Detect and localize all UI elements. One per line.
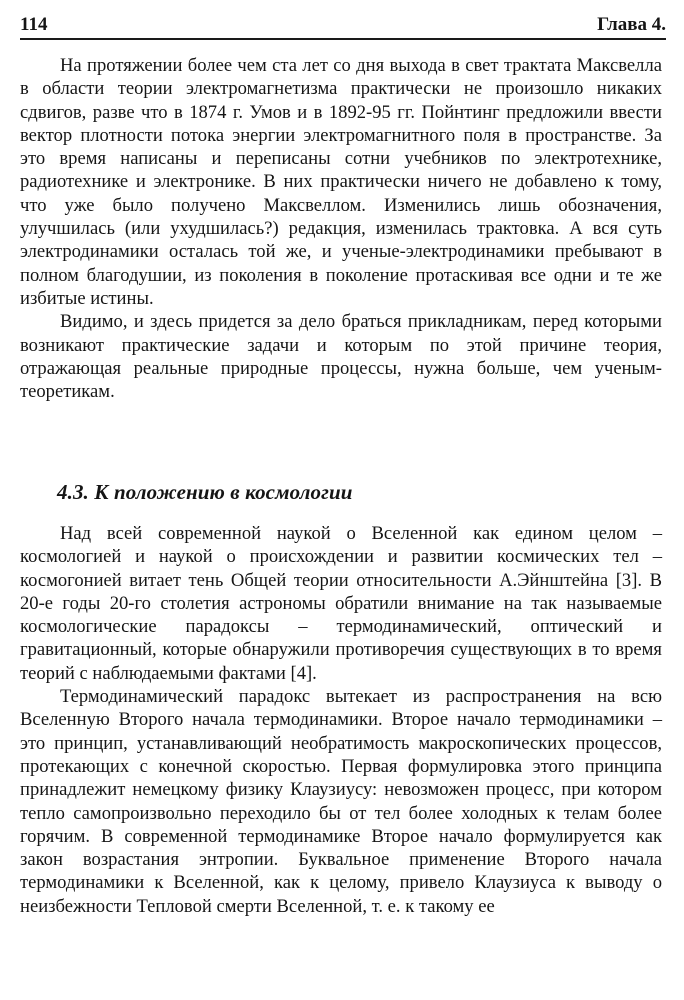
page-number: 114 (20, 14, 48, 35)
section-heading: 4.3. К положению в космологии (57, 480, 353, 504)
paragraph: Над всей современной наукой о Вселенной как едином целом – космологией и наукой о происхождении и развитии космических тел – космогонией витает тень Общей теории относительности А.Эйнштейна [3]. В 20-е годы 20-го столетия астрономы обратили внимание на так называемые космологические парадоксы – термодинамический, оптический и гравитационный, которые обнаружили противоречия существующих в то время теорий с наблюдаемыми фактами [4]. (20, 523, 662, 684)
header-rule (20, 38, 666, 40)
text-block-before-section (20, 54, 662, 403)
running-header (20, 6, 666, 36)
paragraph: На протяжении более чем ста лет со дня выхода в свет трактата Максвелла в области теории электромагнетизма практически не произошло никаких сдвигов, разве что в 1874 г. Умов и в 1892-95 гг. Пойнтинг предложили ввести вектор плотности потока энергии электромагнитного поля в пространстве. За это время написаны и переписаны сотни учебников по электротехнике, радиотехнике и электронике. В них практически ничего не добавлено к тому, что уже было получено Максвеллом. Изменились лишь обозначения, улучшилась (или ухудшилась?) редакция, изменилась трактовка. А вся суть электродинамики осталась той же, и ученые-электродинамики пребывают в полном благодушии, из поколения в поколение протаскивая все одни и те же избитые истины. (20, 55, 662, 309)
paragraph: Термодинамический парадокс вытекает из распространения на всю Вселенную Второго начала термодинамики. Второе начало термодинамики – это принцип, устанавливающий необратимость макроскопических процессов, протекающих с конечной скоростью. Первая формулировка этого принципа принадлежит немецкому физику Клаузиусу: невозможен процесс, при котором тепло самопроизвольно переходило бы от тел более холодных к телам более горячим. В современной термодинамике Второе начало формулируется как закон возрастания энтропии. Буквальное применение Второго начала термодинамики к Вселенной, как к целому, привело Клаузиуса к выводу о неизбежности Тепловой смерти Вселенной, т. е. к такому ее (20, 686, 662, 917)
paragraph: Видимо, и здесь придется за дело браться прикладникам, перед которыми возникают практические задачи и которым по этой причине теория, отражающая реальные природные процессы, нужна больше, чем ученым-теоретикам. (20, 311, 662, 403)
chapter-title: Глава 4. (597, 14, 666, 35)
text-block-section-body (20, 522, 662, 918)
